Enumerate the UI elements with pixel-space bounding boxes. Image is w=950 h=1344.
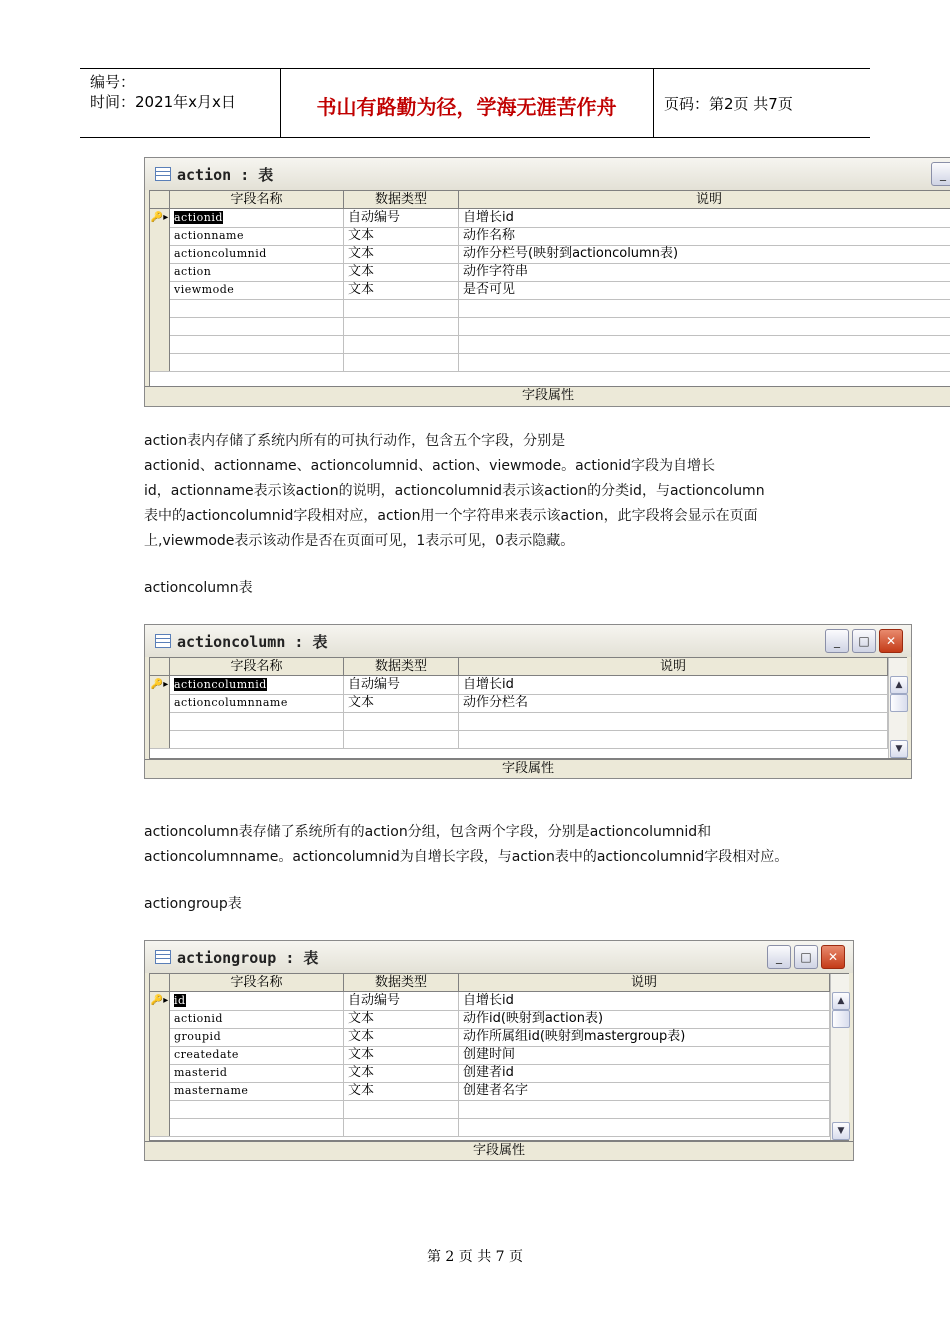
row-selector[interactable]: [150, 227, 170, 245]
empty-cell[interactable]: [459, 335, 950, 353]
empty-cell[interactable]: [170, 1118, 344, 1136]
empty-cell[interactable]: [344, 730, 459, 748]
actioncolumn-description: [144, 820, 788, 870]
data-type-header: 数据类型: [344, 191, 459, 208]
empty-row[interactable]: [150, 335, 950, 354]
row-selector[interactable]: [150, 694, 170, 712]
empty-cell[interactable]: [170, 299, 344, 317]
scroll-up-arrow-icon[interactable]: ▲: [890, 676, 908, 694]
window-title: actiongroup : 表: [177, 949, 319, 967]
description[interactable]: 动作所属组id(映射到mastergroup表): [459, 1028, 830, 1046]
field-name[interactable]: actionid: [170, 1010, 344, 1028]
row-selector-header: [150, 658, 170, 675]
scroll-down-arrow-icon[interactable]: ▼: [832, 1122, 850, 1140]
action-table-window: [144, 157, 950, 407]
row-selector[interactable]: [150, 730, 170, 748]
empty-cell[interactable]: [170, 1100, 344, 1118]
scroll-down-arrow-icon[interactable]: ▼: [890, 740, 908, 758]
window-titlebar: [145, 158, 950, 190]
description[interactable]: 创建者id: [459, 1064, 830, 1082]
window-title: action : 表: [177, 166, 274, 184]
empty-cell[interactable]: [344, 353, 459, 371]
row-selector[interactable]: [150, 1046, 170, 1064]
row-selector[interactable]: [150, 281, 170, 299]
empty-cell[interactable]: [170, 730, 344, 748]
field-name[interactable]: actionid: [174, 211, 223, 224]
field-name[interactable]: viewmode: [170, 281, 344, 299]
description[interactable]: 创建者名字: [459, 1082, 830, 1100]
header-page-number: 页码：第2页 共7页: [664, 95, 793, 113]
table-row[interactable]: [150, 992, 830, 1011]
header-middle-cell: [280, 69, 654, 137]
row-selector-header: [150, 974, 170, 991]
row-selector[interactable]: [150, 263, 170, 281]
vertical-scrollbar[interactable]: [888, 658, 907, 758]
description-header: 说明: [459, 658, 888, 675]
description[interactable]: 自增长id: [459, 992, 830, 1010]
row-selector-header: [150, 191, 170, 208]
data-type[interactable]: 文本: [344, 245, 459, 263]
data-type[interactable]: 自动编号: [344, 209, 459, 227]
header-motto: 书山有路勤为径，学海无涯苦作舟: [316, 95, 617, 119]
empty-row[interactable]: [150, 1100, 830, 1119]
table-row[interactable]: [150, 1064, 830, 1083]
empty-cell[interactable]: [459, 712, 888, 730]
row-selector[interactable]: [150, 1100, 170, 1118]
table-icon: [155, 634, 171, 648]
field-name-header: 字段名称: [170, 191, 344, 208]
table-row[interactable]: [150, 263, 950, 282]
primary-key-icon: 🔑▸: [150, 209, 170, 227]
empty-row[interactable]: [150, 712, 888, 731]
row-selector[interactable]: [150, 712, 170, 730]
row-selector[interactable]: [150, 1082, 170, 1100]
table-row[interactable]: [150, 209, 950, 228]
empty-cell[interactable]: [459, 730, 888, 748]
description[interactable]: 自增长id: [459, 676, 888, 694]
table-row[interactable]: [150, 694, 888, 713]
empty-cell[interactable]: [459, 299, 950, 317]
data-type[interactable]: 文本: [344, 1064, 459, 1082]
empty-cell[interactable]: [344, 335, 459, 353]
empty-row[interactable]: [150, 353, 950, 372]
field-name[interactable]: actioncolumnid: [170, 245, 344, 263]
text-line: actioncolumnname。actioncolumnid为自增长字段，与action表中的actioncolumnid字段相对应。: [144, 849, 789, 865]
data-type[interactable]: 自动编号: [344, 992, 459, 1010]
grid-header: [150, 974, 848, 992]
empty-cell[interactable]: [344, 1118, 459, 1136]
data-type[interactable]: 文本: [344, 1046, 459, 1064]
minimize-button[interactable]: _: [931, 162, 950, 186]
window-titlebar: [145, 625, 911, 657]
data-type[interactable]: 文本: [344, 281, 459, 299]
description[interactable]: 动作id(映射到action表): [459, 1010, 830, 1028]
text-line: 上,viewmode表示该动作是否在页面可见，1表示可见，0表示隐藏。: [144, 533, 575, 549]
maximize-button[interactable]: □: [852, 629, 876, 653]
table-row[interactable]: [150, 1082, 830, 1101]
empty-cell[interactable]: [459, 1118, 830, 1136]
row-selector[interactable]: [150, 1028, 170, 1046]
description[interactable]: 是否可见: [459, 281, 950, 299]
scroll-up-arrow-icon[interactable]: ▲: [832, 992, 850, 1010]
header-left-cell: [80, 69, 281, 137]
field-grid: [149, 190, 950, 388]
table-row[interactable]: [150, 676, 888, 695]
actiongroup-heading: actiongroup表: [144, 896, 242, 912]
table-row[interactable]: [150, 1028, 830, 1047]
description[interactable]: 自增长id: [459, 209, 950, 227]
text-line: actionid、actionname、actioncolumnid、action、viewmode。actionid字段为自增长: [144, 458, 715, 474]
data-type[interactable]: 文本: [344, 1010, 459, 1028]
grid-header: [150, 191, 950, 209]
description[interactable]: 动作名称: [459, 227, 950, 245]
scroll-thumb[interactable]: [890, 694, 908, 712]
row-selector[interactable]: [150, 1010, 170, 1028]
page-header: [80, 68, 870, 138]
field-properties-bar[interactable]: 字段属性: [145, 1141, 853, 1160]
field-name[interactable]: action: [170, 263, 344, 281]
field-name[interactable]: actioncolumnid: [174, 678, 267, 691]
data-type[interactable]: 自动编号: [344, 676, 459, 694]
empty-cell[interactable]: [344, 1100, 459, 1118]
description[interactable]: 动作字符串: [459, 263, 950, 281]
description-header: 说明: [459, 191, 950, 208]
row-selector[interactable]: [150, 299, 170, 317]
actioncolumn-table-window: [144, 624, 912, 779]
data-type[interactable]: 文本: [344, 263, 459, 281]
action-description: [144, 429, 765, 554]
data-type-header: 数据类型: [344, 974, 459, 991]
text-line: actioncolumn表存储了系统所有的action分组，包含两个字段，分别是actioncolumnid和: [144, 824, 712, 840]
field-name[interactable]: groupid: [170, 1028, 344, 1046]
table-row[interactable]: [150, 1010, 830, 1029]
field-name[interactable]: actionname: [170, 227, 344, 245]
window-titlebar: [145, 941, 853, 973]
empty-row[interactable]: [150, 299, 950, 318]
table-row[interactable]: [150, 1046, 830, 1065]
data-type-header: 数据类型: [344, 658, 459, 675]
scroll-thumb[interactable]: [832, 1010, 850, 1028]
window-title: actioncolumn : 表: [177, 633, 328, 651]
text-line: id，actionname表示该action的说明，actioncolumnid表示该action的分类id，与actioncolumn: [144, 483, 765, 499]
description[interactable]: 动作分栏名: [459, 694, 888, 712]
field-name[interactable]: createdate: [170, 1046, 344, 1064]
vertical-scrollbar[interactable]: [830, 974, 849, 1140]
header-right-cell: [654, 69, 870, 137]
primary-key-icon: 🔑▸: [150, 676, 170, 694]
table-icon: [155, 167, 171, 181]
document-number-label: 编号：: [90, 73, 136, 91]
empty-cell[interactable]: [459, 1100, 830, 1118]
grid-header: [150, 658, 906, 676]
field-grid: [149, 657, 907, 759]
text-line: 表中的actioncolumnid字段相对应，action用一个字符串来表示该action，此字段将会显示在页面: [144, 508, 758, 524]
empty-row[interactable]: [150, 730, 888, 749]
empty-cell[interactable]: [459, 353, 950, 371]
page-footer: 第 2 页 共 7 页: [426, 1249, 524, 1265]
empty-row[interactable]: [150, 317, 950, 336]
table-row[interactable]: [150, 245, 950, 264]
field-name[interactable]: actioncolumnname: [170, 694, 344, 712]
data-type[interactable]: 文本: [344, 1082, 459, 1100]
field-name[interactable]: masterid: [170, 1064, 344, 1082]
data-type[interactable]: 文本: [344, 1028, 459, 1046]
description-header: 说明: [459, 974, 830, 991]
close-button[interactable]: ✕: [879, 629, 903, 653]
empty-cell[interactable]: [170, 335, 344, 353]
empty-cell[interactable]: [344, 317, 459, 335]
row-selector[interactable]: [150, 353, 170, 371]
row-selector[interactable]: [150, 1064, 170, 1082]
field-properties-bar[interactable]: 字段属性: [145, 386, 950, 405]
row-selector[interactable]: [150, 335, 170, 353]
primary-key-icon: 🔑▸: [150, 992, 170, 1010]
field-name[interactable]: mastername: [170, 1082, 344, 1100]
row-selector[interactable]: [150, 1118, 170, 1136]
table-row[interactable]: [150, 281, 950, 300]
description[interactable]: 动作分栏号(映射到actioncolumn表): [459, 245, 950, 263]
document-time: 时间：2021年x月x日: [90, 93, 236, 111]
field-name-header: 字段名称: [170, 658, 344, 675]
minimize-button[interactable]: _: [825, 629, 849, 653]
data-type[interactable]: 文本: [344, 694, 459, 712]
field-name[interactable]: id: [174, 994, 186, 1007]
close-button[interactable]: ✕: [821, 945, 845, 969]
description[interactable]: 创建时间: [459, 1046, 830, 1064]
field-properties-bar[interactable]: 字段属性: [145, 759, 911, 778]
table-icon: [155, 950, 171, 964]
maximize-button[interactable]: □: [794, 945, 818, 969]
field-name-header: 字段名称: [170, 974, 344, 991]
row-selector[interactable]: [150, 245, 170, 263]
empty-cell[interactable]: [344, 299, 459, 317]
empty-cell[interactable]: [170, 353, 344, 371]
actiongroup-table-window: [144, 940, 854, 1161]
field-grid: [149, 973, 849, 1141]
row-selector[interactable]: [150, 317, 170, 335]
table-row[interactable]: [150, 227, 950, 246]
empty-cell[interactable]: [170, 317, 344, 335]
empty-cell[interactable]: [344, 712, 459, 730]
actioncolumn-heading: actioncolumn表: [144, 580, 253, 596]
empty-cell[interactable]: [459, 317, 950, 335]
minimize-button[interactable]: _: [767, 945, 791, 969]
empty-row[interactable]: [150, 1118, 830, 1137]
empty-cell[interactable]: [170, 712, 344, 730]
text-line: action表内存储了系统内所有的可执行动作，包含五个字段，分别是: [144, 433, 566, 449]
data-type[interactable]: 文本: [344, 227, 459, 245]
